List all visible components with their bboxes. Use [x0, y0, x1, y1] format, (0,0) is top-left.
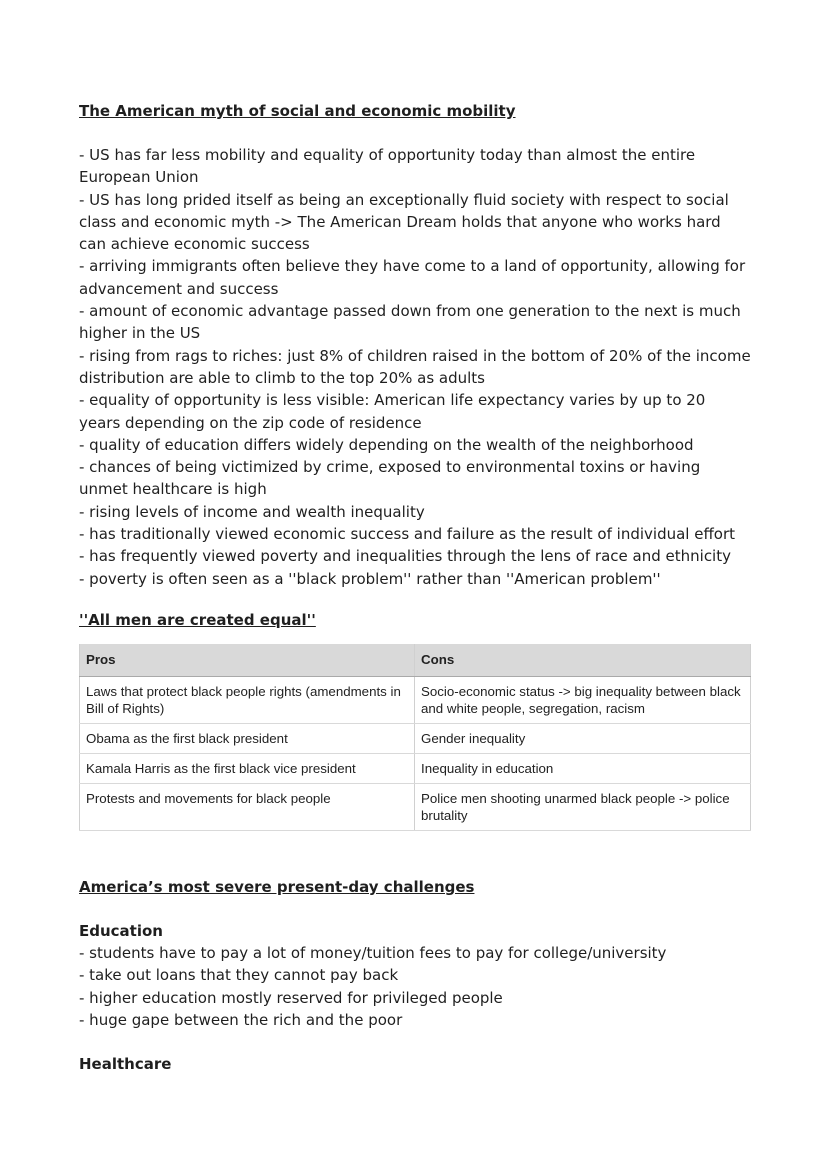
column-header-cons: Cons	[415, 644, 751, 677]
subheading-healthcare: Healthcare	[79, 1055, 172, 1074]
bullet-item: - chances of being victimized by crime, exposed to environmental toxins or having unmet healthcare is high	[79, 458, 701, 499]
mobility-bullet-list	[79, 144, 751, 590]
bullet-item: - equality of opportunity is less visible: American life expectancy varies by up to 20 years depending on the zip code of residence	[79, 391, 706, 432]
bullet-item: - students have to pay a lot of money/tuition fees to pay for college/university	[79, 943, 667, 962]
section-heading-challenges: America’s most severe present-day challenges	[79, 877, 475, 896]
section-heading-equality: ''All men are created equal''	[79, 610, 316, 629]
document-page	[79, 100, 751, 1075]
bullet-item: - US has long prided itself as being an exceptionally fluid society with respect to social class and economic myth -> The American Dream holds that anyone who works hard can achieve economic success	[79, 190, 729, 254]
table-cell-con: Inequality in education	[415, 753, 751, 783]
table-cell-pro: Laws that protect black people rights (amendments in Bill of Rights)	[80, 676, 415, 723]
bullet-item: - take out loans that they cannot pay back	[79, 966, 399, 985]
bullet-item: - huge gape between the rich and the poor	[79, 1010, 403, 1029]
bullet-item: - arriving immigrants often believe they have come to a land of opportunity, allowing for advancement and success	[79, 257, 746, 298]
table-cell-pro: Kamala Harris as the first black vice president	[80, 753, 415, 783]
table-row	[80, 676, 751, 723]
table-row	[80, 723, 751, 753]
bullet-item: - US has far less mobility and equality of opportunity today than almost the entire European Union	[79, 146, 696, 187]
table-row	[80, 753, 751, 783]
table-cell-pro: Protests and movements for black people	[80, 783, 415, 830]
table-cell-con: Socio-economic status -> big inequality between black and white people, segregation, racism	[415, 676, 751, 723]
table-header-row	[80, 644, 751, 677]
table-cell-con: Gender inequality	[415, 723, 751, 753]
bullet-item: - rising from rags to riches: just 8% of children raised in the bottom of 20% of the income distribution are able to climb to the top 20% as adults	[79, 346, 751, 387]
column-header-pros: Pros	[80, 644, 415, 677]
table-cell-pro: Obama as the first black president	[80, 723, 415, 753]
education-bullet-list	[79, 942, 751, 1031]
table-cell-con: Police men shooting unarmed black people -> police brutality	[415, 783, 751, 830]
bullet-item: - quality of education differs widely depending on the wealth of the neighborhood	[79, 435, 694, 454]
section-heading-mobility: The American myth of social and economic mobility	[79, 102, 516, 120]
table-row	[80, 783, 751, 830]
pros-cons-table	[79, 644, 751, 831]
bullet-item: - has traditionally viewed economic success and failure as the result of individual effort	[79, 525, 736, 544]
bullet-item: - amount of economic advantage passed down from one generation to the next is much higher in the US	[79, 302, 741, 343]
bullet-item: - higher education mostly reserved for privileged people	[79, 988, 503, 1007]
bullet-item: - poverty is often seen as a ''black problem'' rather than ''American problem''	[79, 569, 661, 588]
subheading-education: Education	[79, 921, 163, 940]
bullet-item: - rising levels of income and wealth inequality	[79, 502, 425, 521]
bullet-item: - has frequently viewed poverty and inequalities through the lens of race and ethnicity	[79, 547, 731, 566]
